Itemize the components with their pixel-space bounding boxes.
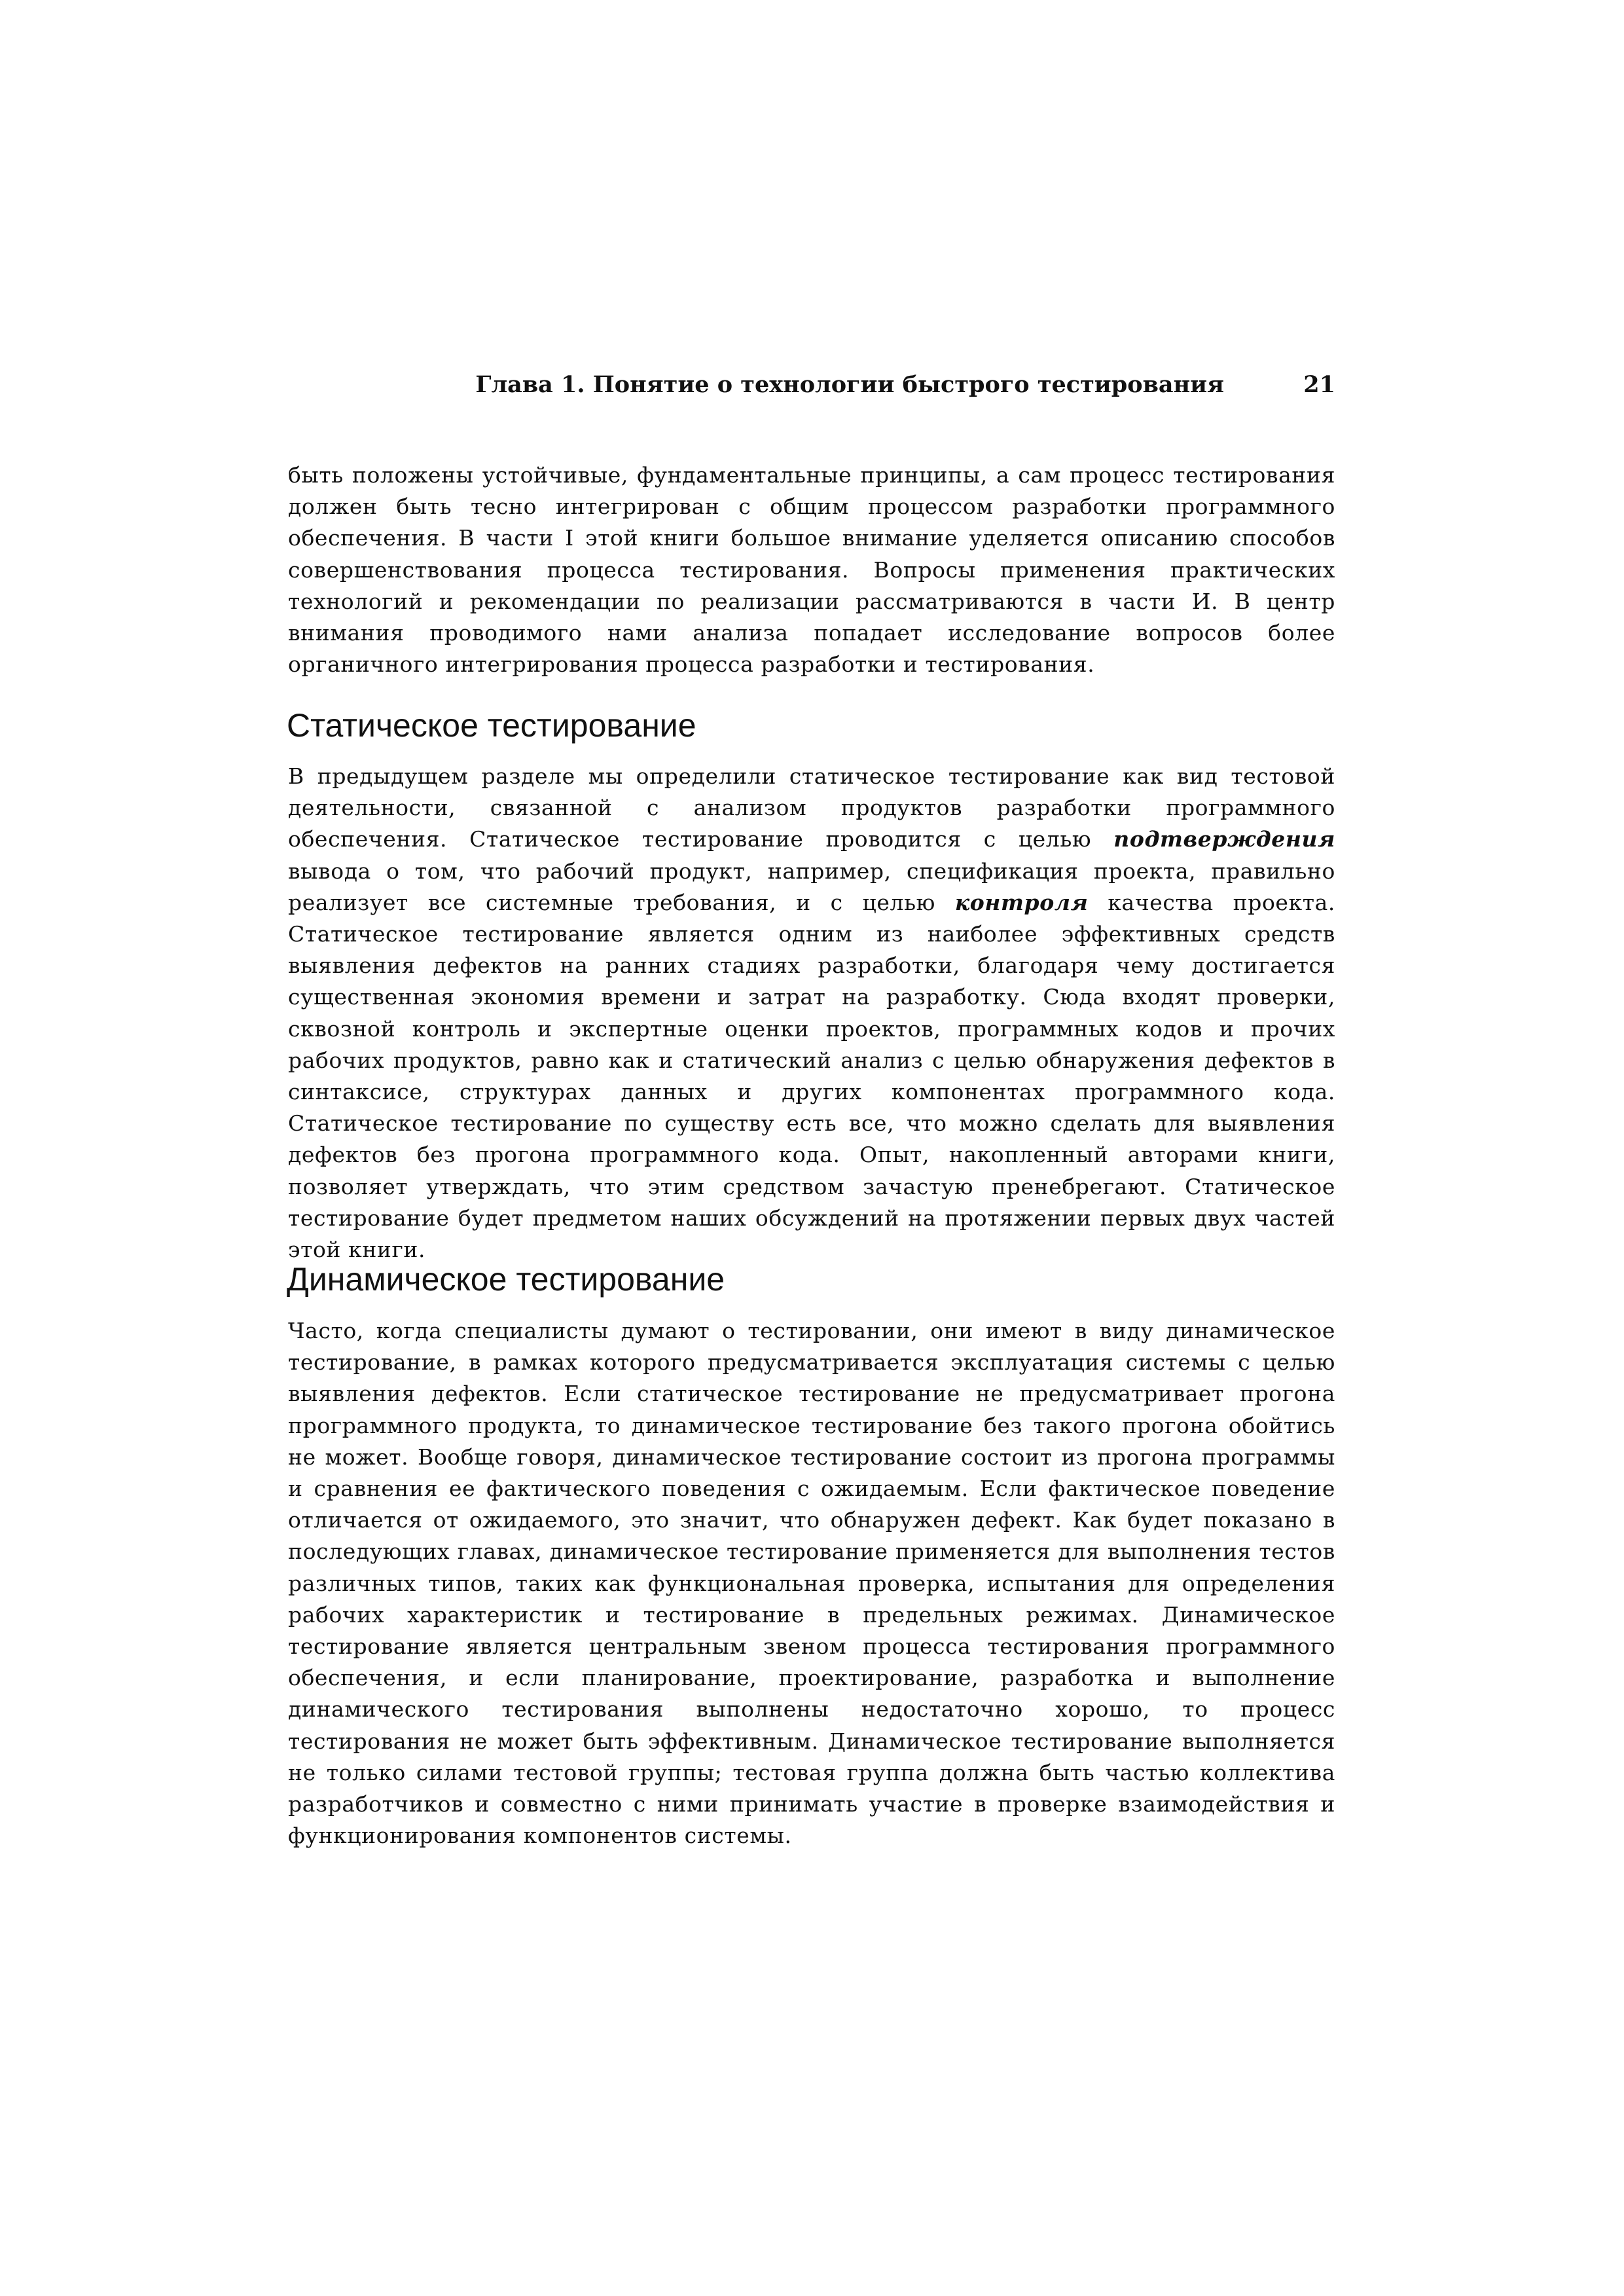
static-text-part-2: вывода о том, что рабочий продукт, например, спецификация проекта, правильно реализует все системные требования, и с целью bbox=[288, 858, 1335, 915]
section-heading-dynamic: Динамическое тестирование bbox=[287, 1261, 725, 1298]
running-head bbox=[288, 367, 1335, 403]
page-number: 21 bbox=[1303, 371, 1335, 398]
dynamic-paragraph: Часто, когда специалисты думают о тестировании, они имеют в виду динамическое тестирование, в рамках которого предусматривается эксплуатация системы с целью выявления дефектов. Если статическое тестирование не предусматривает прогона программного продукта, то динамическое тестирование без такого прогона обойтись не может. Вообще говоря, динамическое тестирование состоит из прогона программы и сравнения ее фактического поведения с ожидаемым. Если фактическое поведение отличается от ожидаемого, это значит, что обнаружен дефект. Как будет показано в последующих главах, динамическое тестирование применяется для выполнения тестов различных типов, таких как функциональная проверка, испытания для определения рабочих характеристик и тестирование в предельных режимах. Динамическое тестирование является центральным звеном процесса тестирования программного обеспечения, и если планирование, проектирование, разработка и выполнение динамического тестирования выполнены недостаточно хорошо, то процесс тестирования не может быть эффективным. Динамическое тестирование выполняется не только силами тестовой группы; тестовая группа должна быть частью коллектива разработчиков и совместно с ними принимать участие в проверке взаимодействия и функционирования компонентов системы. bbox=[288, 1318, 1335, 1849]
intro-paragraph: быть положены устойчивые, фундаментальные принципы, а сам процесс тестирования должен быть тесно интегрирован с общим процессом разработки программного обеспечения. В части I этой книги большое внимание уделяется описанию способов совершенствования процесса тестирования. Вопросы применения практических технологий и рекомендации по реализации рассматриваются в части И. В центр внимания проводимого нами анализа попадает исследование вопросов более органичного интегрирования процесса разработки и тестирования. bbox=[288, 462, 1335, 678]
section-heading-static: Статическое тестирование bbox=[287, 707, 696, 744]
emphasis-control: контроля bbox=[954, 889, 1089, 915]
static-paragraph bbox=[288, 761, 1335, 1266]
static-text-part-1: В предыдущем разделе мы определили статическое тестирование как вид тестовой деятельности, связанной с анализом продуктов разработки программного обеспечения. Статическое тестирование проводится с целью bbox=[288, 763, 1335, 852]
static-text-part-3: качества проекта. Статическое тестирование является одним из наиболее эффективных средств выявления дефектов на ранних стадиях разработки, благодаря чему достигается существенная экономия времени и затрат на разработку. Сюда входят проверки, сквозной контроль и экспертные оценки проектов, программных кодов и прочих рабочих продуктов, равно как и статический анализ с целью обнаружения дефектов в синтаксисе, структурах данных и других компонентах программного кода. Статическое тестирование по существу есть все, что можно сделать для выявления дефектов без прогона программного кода. Опыт, накопленный авторами книги, позволяет утверждать, что этим средством зачастую пренебрегают. Статическое тестирование будет предметом наших обсуждений на протяжении первых двух частей этой книги. bbox=[288, 889, 1336, 1263]
chapter-title: Глава 1. Понятие о технологии быстрого тестирования bbox=[475, 371, 1224, 398]
emphasis-confirmation: подтверждения bbox=[1113, 826, 1335, 852]
